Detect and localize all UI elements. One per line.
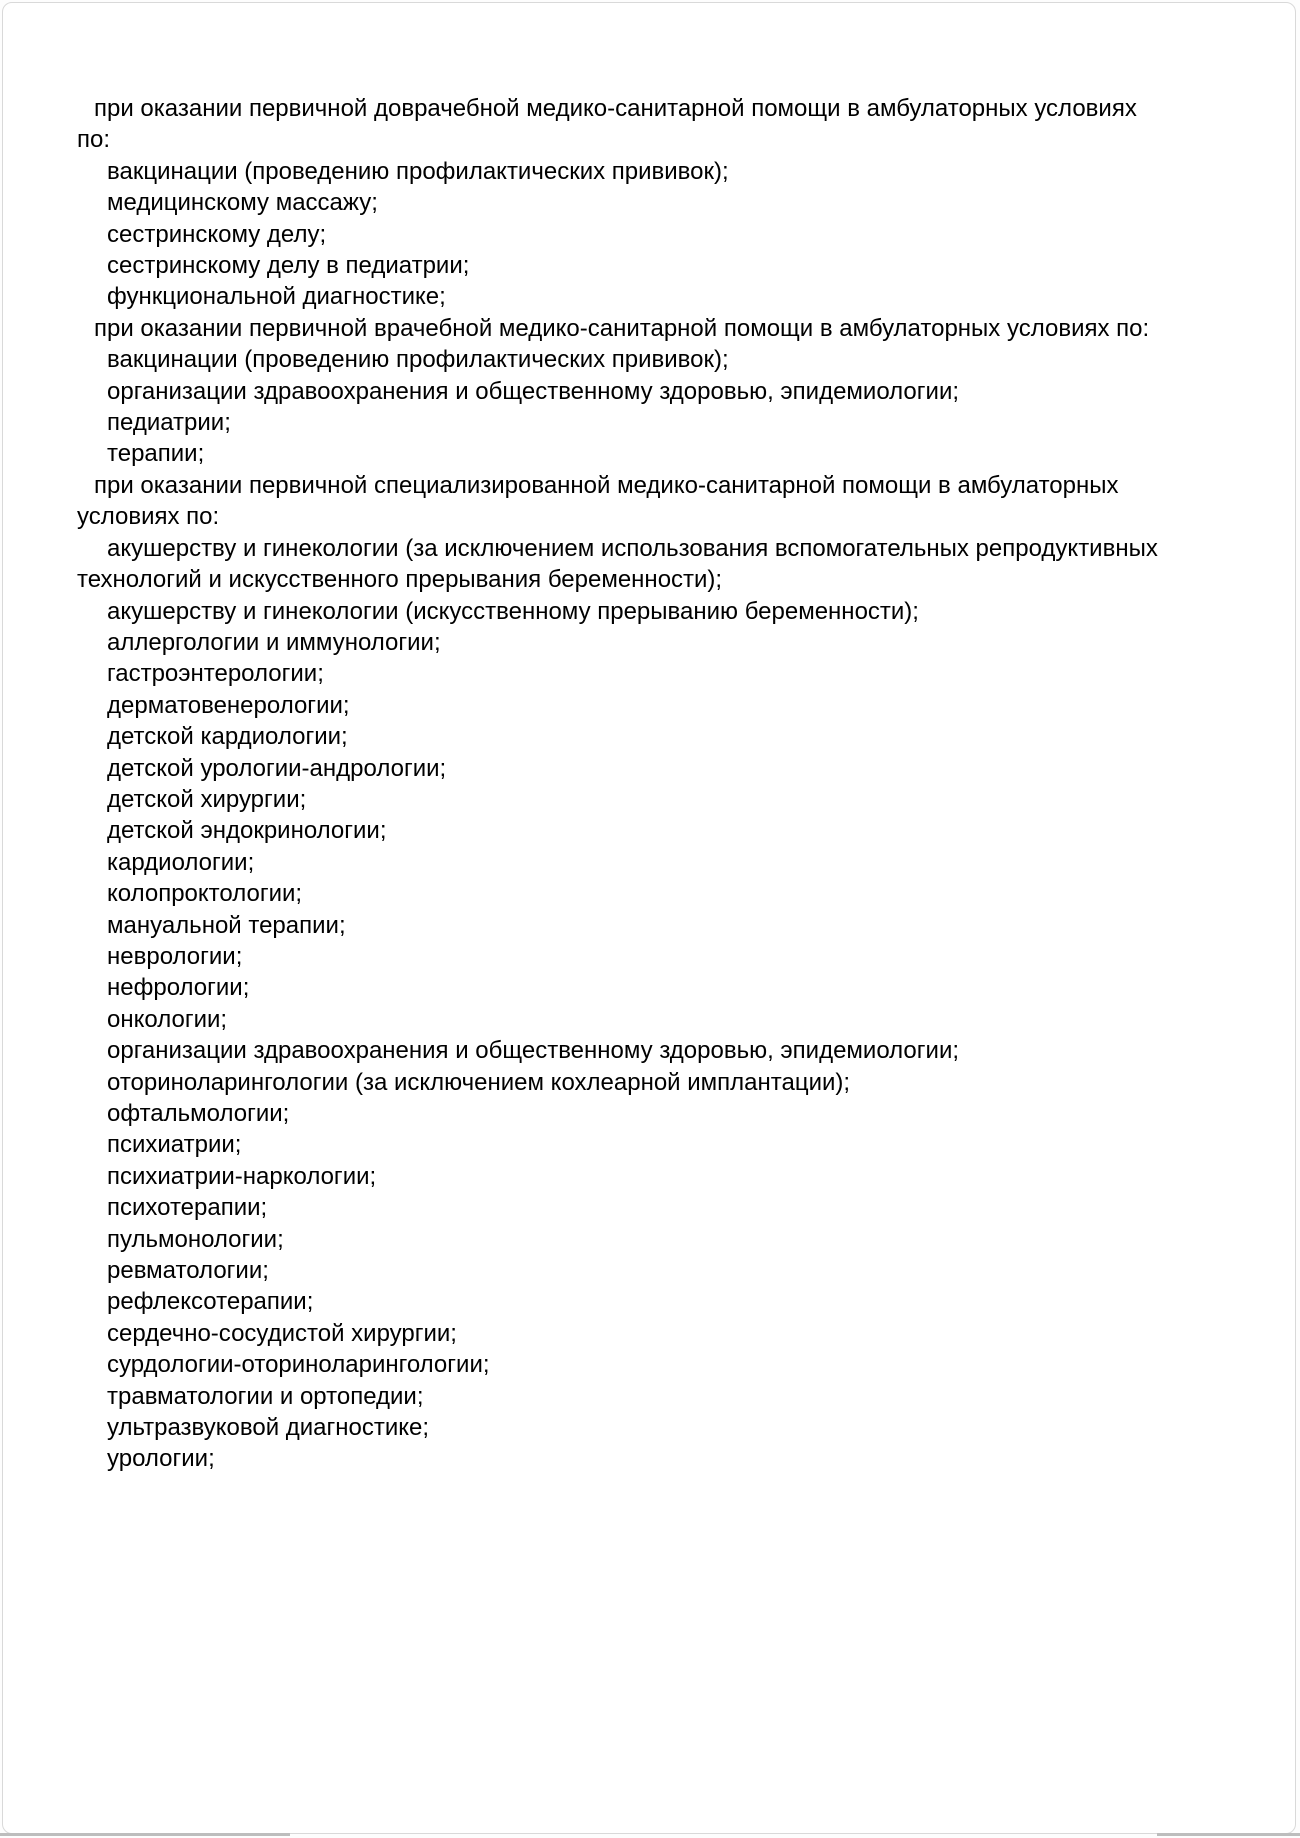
text-line: сурдологии-оториноларингологии; <box>107 1351 490 1379</box>
text-line: онкологии; <box>107 1005 228 1033</box>
text-line: рефлексотерапии; <box>107 1288 314 1316</box>
text-line: терапии; <box>107 440 205 468</box>
text-line: технологий и искусственного прерывания беременности); <box>77 566 723 594</box>
text-line: офтальмологии; <box>107 1100 290 1127</box>
bottom-divider-left <box>0 1833 290 1836</box>
text-line: травматологии и ортопедии; <box>107 1382 424 1410</box>
text-line: ультразвуковой диагностике; <box>107 1414 430 1442</box>
text-line: организации здравоохранения и общественному здоровью, эпидемиологии; <box>107 1037 960 1065</box>
text-line: по: <box>77 126 111 154</box>
text-line: психотерапии; <box>107 1194 268 1222</box>
text-line: детской хирургии; <box>107 785 307 813</box>
text-line: сестринскому делу в педиатрии; <box>107 252 470 280</box>
text-line: нефрологии; <box>107 974 250 1002</box>
text-line: колопроктологии; <box>107 880 303 908</box>
text-line: сестринскому делу; <box>107 220 327 248</box>
text-line: при оказании первичной врачебной медико-санитарной помощи в амбулаторных условиях по: <box>94 314 1150 342</box>
text-line: пульмонологии; <box>107 1225 284 1253</box>
text-line: гастроэнтерологии; <box>107 660 324 688</box>
text-line: детской кардиологии; <box>107 723 348 751</box>
text-line: функциональной диагностике; <box>107 283 446 311</box>
text-line: акушерству и гинекологии (за исключением использования вспомогательных репродуктивных <box>107 534 1158 562</box>
text-line: урологии; <box>107 1445 215 1473</box>
text-line: детской эндокринологии; <box>107 817 387 845</box>
text-line: аллергологии и иммунологии; <box>107 628 441 656</box>
text-line: кардиологии; <box>107 848 255 876</box>
text-line: акушерству и гинекологии (искусственному прерыванию беременности); <box>107 597 919 625</box>
text-line: при оказании первичной специализированной медико-санитарной помощи в амбулаторных <box>94 471 1119 499</box>
text-line: детской урологии-андрологии; <box>107 754 447 782</box>
license-services-text-block <box>3 3 1295 1475</box>
document-page <box>2 2 1296 1834</box>
text-line: дерматовенерологии; <box>107 691 350 719</box>
text-line: при оказании первичной доврачебной медико-санитарной помощи в амбулаторных условиях <box>94 95 1137 122</box>
text-line: психиатрии; <box>107 1131 242 1159</box>
text-line: педиатрии; <box>107 409 231 437</box>
text-line: вакцинации (проведению профилактических прививок); <box>107 346 729 374</box>
text-line: вакцинации (проведению профилактических прививок); <box>107 157 729 185</box>
text-line: ревматологии; <box>107 1257 269 1285</box>
text-line: условиях по: <box>77 503 220 531</box>
text-line: неврологии; <box>107 942 243 970</box>
text-line: мануальной терапии; <box>107 911 346 939</box>
text-line: организации здравоохранения и общественному здоровью, эпидемиологии; <box>107 377 960 405</box>
text-line: оториноларингологии (за исключением кохлеарной имплантации); <box>107 1068 851 1096</box>
text-line: психиатрии-наркологии; <box>107 1162 377 1190</box>
bottom-divider-right <box>1157 1833 1300 1836</box>
text-line: сердечно-сосудистой хирургии; <box>107 1319 457 1347</box>
text-line: медицинскому массажу; <box>107 189 378 217</box>
